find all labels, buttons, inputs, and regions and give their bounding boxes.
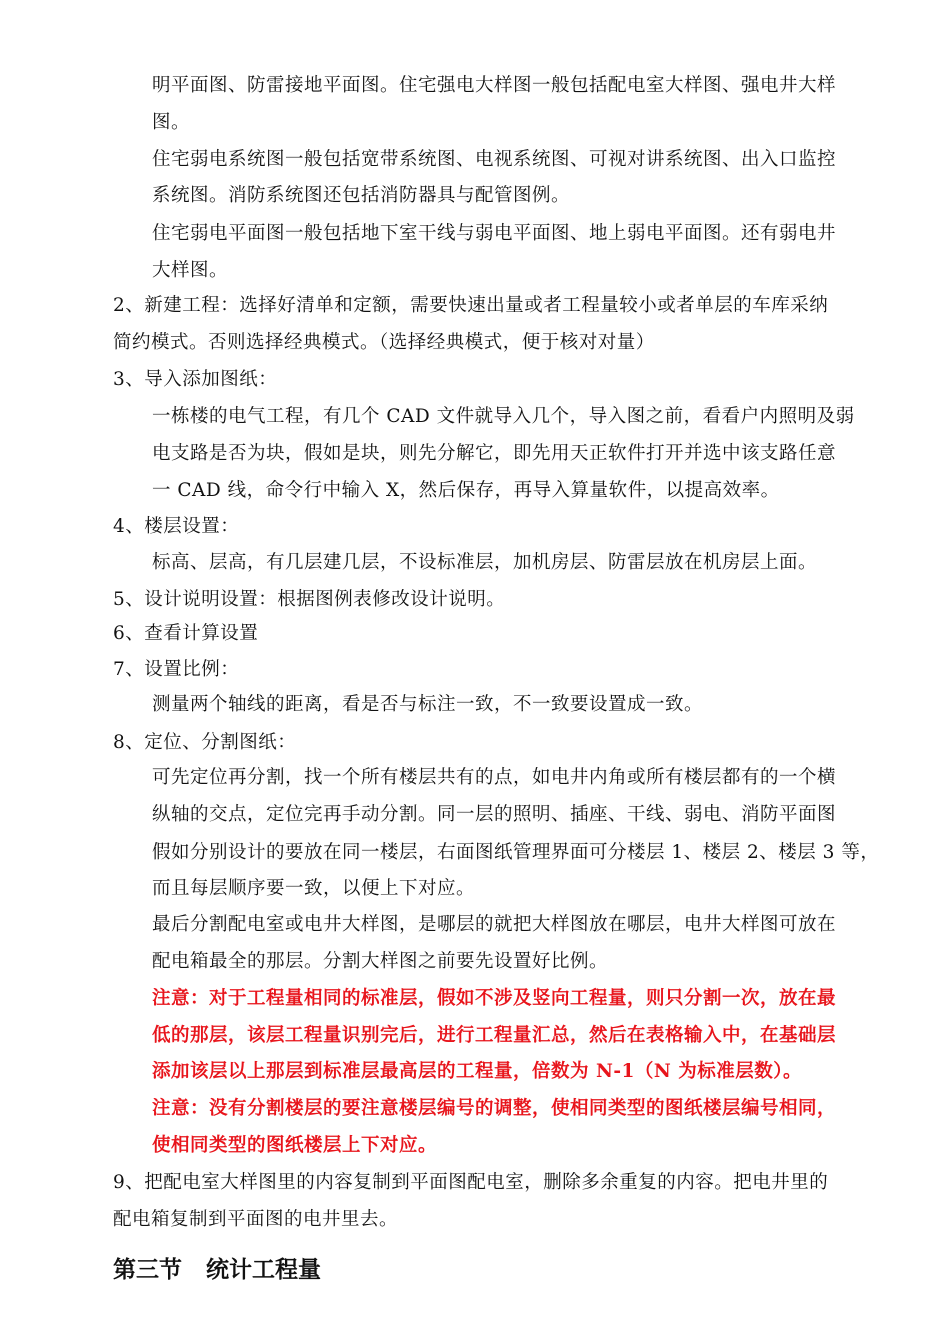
- paragraph-line: 而且每层顺序要一致，以便上下对应。: [152, 878, 476, 899]
- paragraph-line: 标高、层高，有几层建几层，不设标准层，加机房层、防雷层放在机房层上面。: [152, 552, 818, 573]
- list-item-7: 7、设置比例：: [113, 659, 240, 680]
- note-line: 低的那层，该层工程量识别完后，进行工程量汇总，然后在表格输入中，在基础层: [152, 1025, 837, 1046]
- list-item-8: 8、定位、分割图纸：: [113, 732, 297, 753]
- note-line: 注意：对于工程量相同的标准层，假如不涉及竖向工程量，则只分割一次，放在最: [152, 988, 837, 1009]
- paragraph-line: 大样图。: [152, 260, 229, 281]
- paragraph-line: 一 CAD 线，命令行中输入 X，然后保存，再导入算量软件，以提高效率。: [152, 480, 780, 501]
- note-line: 注意：没有分割楼层的要注意楼层编号的调整，使相同类型的图纸楼层编号相同，: [152, 1098, 837, 1119]
- section-title: 统计工程量: [206, 1257, 321, 1283]
- section-number: 第三节: [113, 1257, 182, 1283]
- list-item-3: 3、导入添加图纸：: [113, 369, 278, 390]
- paragraph-line: 住宅弱电平面图一般包括地下室干线与弱电平面图、地上弱电平面图。还有弱电井: [152, 223, 837, 244]
- paragraph-line: 简约模式。否则选择经典模式。（选择经典模式，便于核对对量）: [113, 332, 655, 353]
- paragraph-line: 一栋楼的电气工程，有几个 CAD 文件就导入几个，导入图之前，看看户内照明及弱: [152, 406, 855, 427]
- paragraph-line: 假如分别设计的要放在同一楼层，右面图纸管理界面可分楼层 1、楼层 2、楼层 3 等，: [152, 842, 880, 863]
- list-item-2: 2、新建工程：选择好清单和定额，需要快速出量或者工程量较小或者单层的车库采纳: [113, 295, 829, 316]
- paragraph-line: 电支路是否为块，假如是块，则先分解它，即先用天正软件打开并选中该支路任意: [152, 443, 837, 464]
- note-line: 添加该层以上那层到标准层最高层的工程量，倍数为 N-1（N 为标准层数）。: [152, 1061, 803, 1082]
- note-line: 使相同类型的图纸楼层上下对应。: [152, 1135, 438, 1156]
- list-item-5: 5、设计说明设置：根据图例表修改设计说明。: [113, 589, 506, 610]
- list-item-9: 9、把配电室大样图里的内容复制到平面图配电室，删除多余重复的内容。把电井里的: [113, 1172, 829, 1193]
- paragraph-line: 住宅弱电系统图一般包括宽带系统图、电视系统图、可视对讲系统图、出入口监控: [152, 149, 837, 170]
- paragraph-line: 纵轴的交点，定位完再手动分割。同一层的照明、插座、干线、弱电、消防平面图: [152, 804, 837, 825]
- paragraph-line: 图。: [152, 112, 191, 133]
- paragraph-line: 配电箱最全的那层。分割大样图之前要先设置好比例。: [152, 951, 609, 972]
- paragraph-line: 最后分割配电室或电井大样图，是哪层的就把大样图放在哪层，电井大样图可放在: [152, 914, 837, 935]
- paragraph-line: 测量两个轴线的距离，看是否与标注一致，不一致要设置成一致。: [152, 694, 704, 715]
- paragraph-line: 明平面图、防雷接地平面图。住宅强电大样图一般包括配电室大样图、强电井大样: [152, 75, 837, 96]
- paragraph-line: 可先定位再分割，找一个所有楼层共有的点，如电井内角或所有楼层都有的一个横: [152, 767, 837, 788]
- list-item-4: 4、楼层设置：: [113, 516, 240, 537]
- list-item-6: 6、查看计算设置: [113, 623, 259, 644]
- paragraph-line: 系统图。消防系统图还包括消防器具与配管图例。: [152, 185, 571, 206]
- paragraph-line: 配电箱复制到平面图的电井里去。: [113, 1209, 399, 1230]
- section-heading: [113, 1255, 321, 1285]
